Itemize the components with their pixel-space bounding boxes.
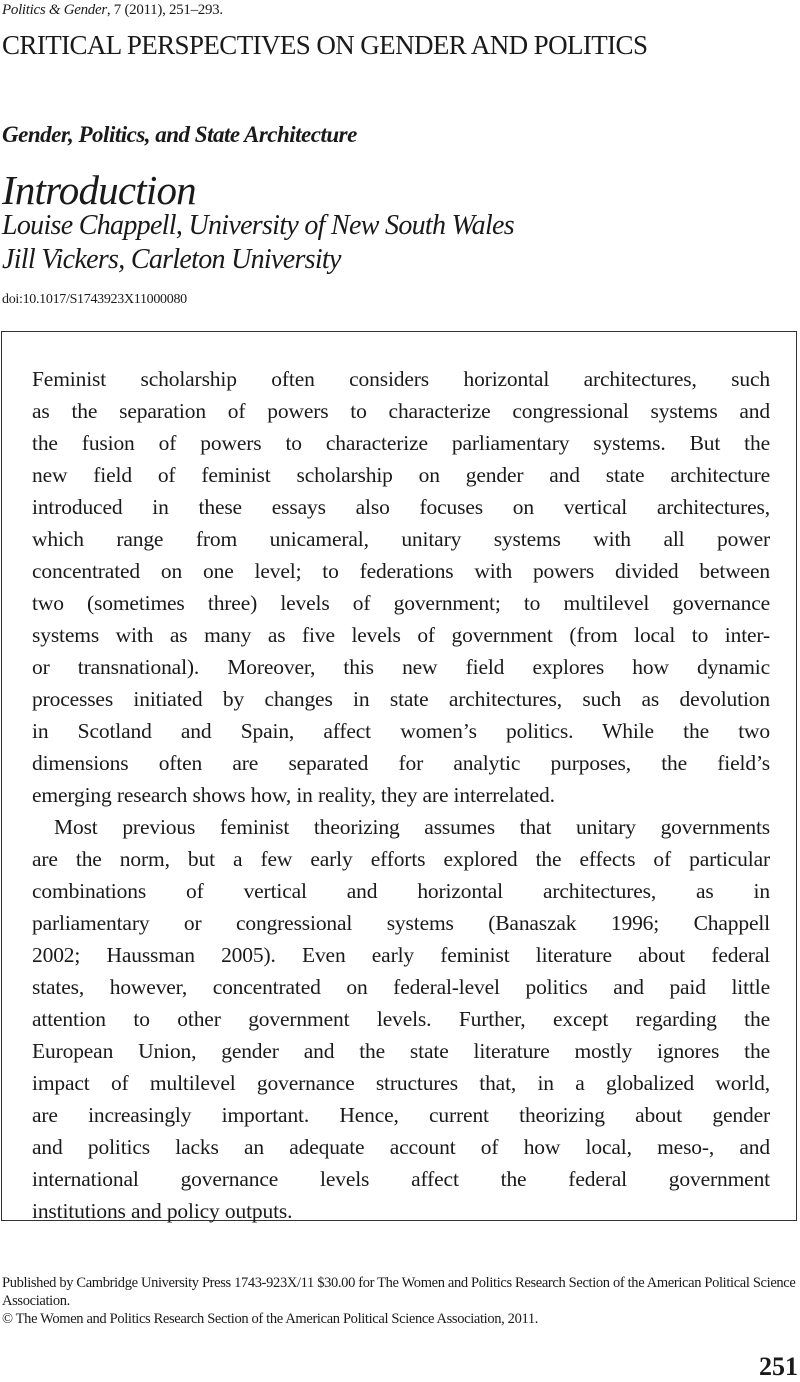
paragraph-line: combinations of vertical and horizontal architectures, as in bbox=[32, 879, 770, 903]
author-line: Louise Chappell, University of New South Wales bbox=[2, 210, 514, 241]
paragraph-line: as the separation of powers to characterize congressional systems and bbox=[32, 399, 770, 423]
paragraph-line: in Scotland and Spain, affect women’s politics. While the two bbox=[32, 719, 770, 743]
doi-link[interactable]: doi:10.1017/S1743923X11000080 bbox=[2, 292, 187, 307]
paragraph-line: Feminist scholarship often considers horizontal architectures, such bbox=[32, 367, 770, 391]
paragraph-line: or transnational). Moreover, this new field explores how dynamic bbox=[32, 655, 770, 679]
paragraph-line: and politics lacks an adequate account of how local, meso-, and bbox=[32, 1135, 770, 1159]
paragraph-line: two (sometimes three) levels of government; to multilevel governance bbox=[32, 591, 770, 615]
paragraph-line: attention to other government levels. Further, except regarding the bbox=[32, 1007, 770, 1031]
paragraph-line: 2002; Haussman 2005). Even early feminist literature about federal bbox=[32, 943, 770, 967]
paragraph-line: states, however, concentrated on federal-level politics and paid little bbox=[32, 975, 770, 999]
author-line: Jill Vickers, Carleton University bbox=[2, 244, 341, 275]
paragraph-line: concentrated on one level; to federations with powers divided between bbox=[32, 559, 770, 583]
article-title: Introduction bbox=[2, 167, 196, 213]
paragraph-line: new field of feminist scholarship on gender and state architecture bbox=[32, 463, 770, 487]
paragraph-line: dimensions often are separated for analytic purposes, the field’s bbox=[32, 751, 770, 775]
paragraph-line: impact of multilevel governance structures that, in a globalized world, bbox=[32, 1071, 770, 1095]
copyright-note: © The Women and Politics Research Section of the American Political Science Association, 2011. bbox=[2, 1311, 539, 1327]
journal-citation bbox=[2, 2, 223, 19]
paragraph-line: processes initiated by changes in state architectures, such as devolution bbox=[32, 687, 770, 711]
page-number: 251 bbox=[759, 1352, 798, 1381]
paragraph-line: emerging research shows how, in reality, they are interrelated. bbox=[32, 783, 555, 807]
paragraph-line: systems with as many as five levels of government (from local to inter- bbox=[32, 623, 770, 647]
publication-footer bbox=[2, 1274, 800, 1328]
paragraph-line: international governance levels affect the federal government bbox=[32, 1167, 770, 1191]
paragraph-line: introduced in these essays also focuses on vertical architectures, bbox=[32, 495, 770, 519]
paragraph-line: institutions and policy outputs. bbox=[32, 1199, 293, 1223]
paragraph-line: Most previous feminist theorizing assumes that unitary governments bbox=[54, 815, 770, 839]
paragraph-line: European Union, gender and the state literature mostly ignores the bbox=[32, 1039, 770, 1063]
publisher-note: Published by Cambridge University Press 1743-923X/11 $30.00 for The Women and Politics Research Section of the American Political Science Association. bbox=[2, 1275, 796, 1309]
journal-name: Politics & Gender bbox=[2, 2, 107, 18]
journal-volume: , 7 (2011), 251–293. bbox=[106, 2, 223, 18]
paragraph-line: are the norm, but a few early efforts explored the effects of particular bbox=[32, 847, 770, 871]
paragraph-line: the fusion of powers to characterize parliamentary systems. But the bbox=[32, 431, 770, 455]
paragraph-line: which range from unicameral, unitary systems with all power bbox=[32, 527, 770, 551]
paragraph-line: parliamentary or congressional systems (Banaszak 1996; Chappell bbox=[32, 911, 770, 935]
series-title: Gender, Politics, and State Architecture bbox=[2, 122, 357, 147]
abstract-body bbox=[32, 363, 770, 1227]
section-heading: CRITICAL PERSPECTIVES ON GENDER AND POLITICS bbox=[2, 30, 648, 60]
paragraph-line: are increasingly important. Hence, current theorizing about gender bbox=[32, 1103, 770, 1127]
